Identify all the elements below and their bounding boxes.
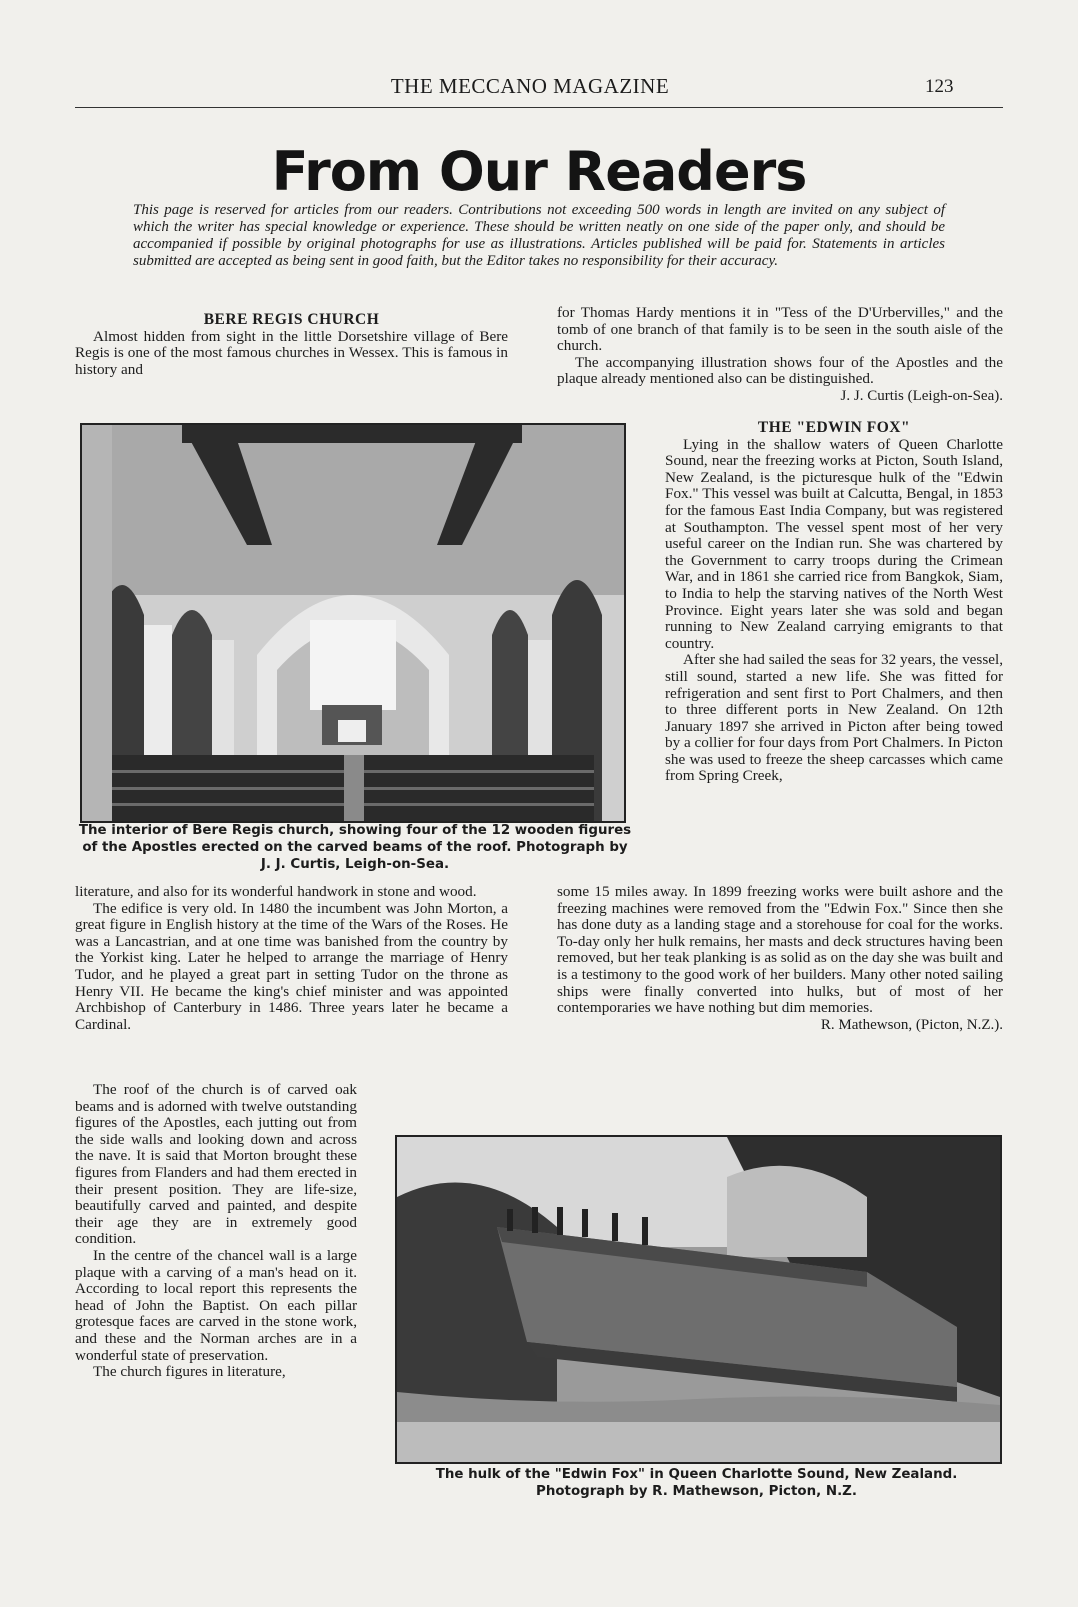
article1-continuation (557, 305, 1003, 405)
article1-p6: The accompanying illustration shows four of the Apostles and the plaque already mentioned also can be distinguished. (557, 353, 1003, 388)
article1-p5: The church figures in literature, (93, 1363, 286, 1381)
article1-p1-cont: literature, and also for its wonderful handwork in stone and wood. (75, 883, 477, 900)
header-rule (75, 107, 1003, 108)
article2-top (665, 420, 1003, 785)
article2-p2-cont: some 15 miles away. In 1899 freezing works were built ashore and the freezing machines were removed from the "Edwin Fox." Since then she has done duty as a landing stage and a storehouse for coal for the works. To-day only her hulk remains, her masts and deck structures having been removed, but her teak planking is as solid as on the day she was built and is a testimony to the good work of her builders. Many other noted sailing ships were finally converted into hulks, but of most of her contemporaries we have nothing but dim memories. (557, 883, 1003, 1017)
hulk-photo-caption: The hulk of the "Edwin Fox" in Queen Charlotte Sound, New Zealand. Photograph by R. Mathewson, Picton, N.Z. (435, 1467, 958, 1499)
edwin-fox-hulk-photo (395, 1135, 1002, 1464)
article1-p4: In the centre of the chancel wall is a large plaque with a carving of a man's head on it. According to local report this represents the head of John the Baptist. On each pillar grotesque faces are carved in the stone work, and these and the Norman arches are in a wonderful state of preservation. (75, 1246, 357, 1364)
intro-paragraph: This page is reserved for articles from our readers. Contributions not exceeding 500 words in length are invited on any subject of which the writer has special knowledge or experience. These should be written neatly on one side of the paper only, and should be accompanied if possible by original photographs for use as illustrations. Articles published will be paid for. Statements in articles submitted are accepted as being sent in good faith, but the Editor takes no responsibility for their accuracy. (133, 202, 945, 269)
page-title: From Our Readers (271, 140, 807, 203)
magazine-title: THE MECCANO MAGAZINE (390, 74, 670, 98)
article2-heading: THE "EDWIN FOX" (757, 419, 911, 436)
church-photo-caption: The interior of Bere Regis church, showing four of the 12 wooden figures of the Apostles erected on the carved beams of the roof. Photograph by J. J. Curtis, Leigh-on-Sea. (78, 823, 632, 872)
article1-p3: The roof of the church is of carved oak beams and is adorned with twelve outstanding figures of the Apostles, each jutting out from the side walls and looking down and across the nave. It is said that Morton brought these figures from Flanders and had them erected in their present position. They are life-size, beautifully carved and painted, and despite their age they are in extremely good condition. (75, 1081, 357, 1248)
article2-signature: R. Mathewson, (Picton, N.Z.). (820, 1016, 1003, 1033)
article1-top (75, 312, 508, 378)
page-number: 123 (925, 76, 954, 97)
church-interior-photo (80, 423, 626, 823)
article1-p5-cont: for Thomas Hardy mentions it in "Tess of the D'Urbervilles," and the tomb of one branch of that family is to be seen in the south aisle of the church. (557, 304, 1003, 355)
article1-bottom (75, 1082, 357, 1381)
article1-heading: BERE REGIS CHURCH (203, 311, 380, 328)
article1-p1: Almost hidden from sight in the little Dorsetshire village of Bere Regis is one of the most famous churches in Wessex. This is famous in history and (75, 327, 508, 378)
article1-signature: J. J. Curtis (Leigh-on-Sea). (840, 387, 1003, 404)
article1-p2: The edifice is very old. In 1480 the incumbent was John Morton, a great figure in English history at the time of the Wars of the Roses. He was a Lancastrian, and at one time was banished from the country by the Yorkist king. Later he helped to arrange the marriage of Henry Tudor, and he played a great part in setting Tudor on the throne as Henry VII. He became the king's chief minister and was appointed Archbishop of Canterbury in 1486. Three years later he became a Cardinal. (75, 899, 508, 1033)
article2-p2: After she had sailed the seas for 32 years, the vessel, still sound, started a new life. She was fitted for refrigeration and sent first to Port Chalmers, and then to three different ports in New Zealand. On 12th January 1897 she arrived in Picton after being towed by a collier for four days from Port Chalmers. In Picton she was used to freeze the sheep carcasses which came from Spring Creek, (665, 651, 1003, 785)
article1-middle (75, 884, 508, 1033)
article2-p1: Lying in the shallow waters of Queen Charlotte Sound, near the freezing works at Picton, South Island, New Zealand, is the picturesque hulk of the "Edwin Fox." This vessel was built at Calcutta, Bengal, in 1853 for the famous East India Company, but was registered at Southampton. The vessel spent most of her very useful career on the Indian run. She was chartered by the Government to carry troops during the Crimean War, and in 1861 she carried rice from Bangkok, Siam, to India to help the starving natives of the North West Province. Eight years later she was sold and began running to New Zealand carrying emigrants to that country. (665, 435, 1003, 652)
article2-bottom (557, 884, 1003, 1033)
